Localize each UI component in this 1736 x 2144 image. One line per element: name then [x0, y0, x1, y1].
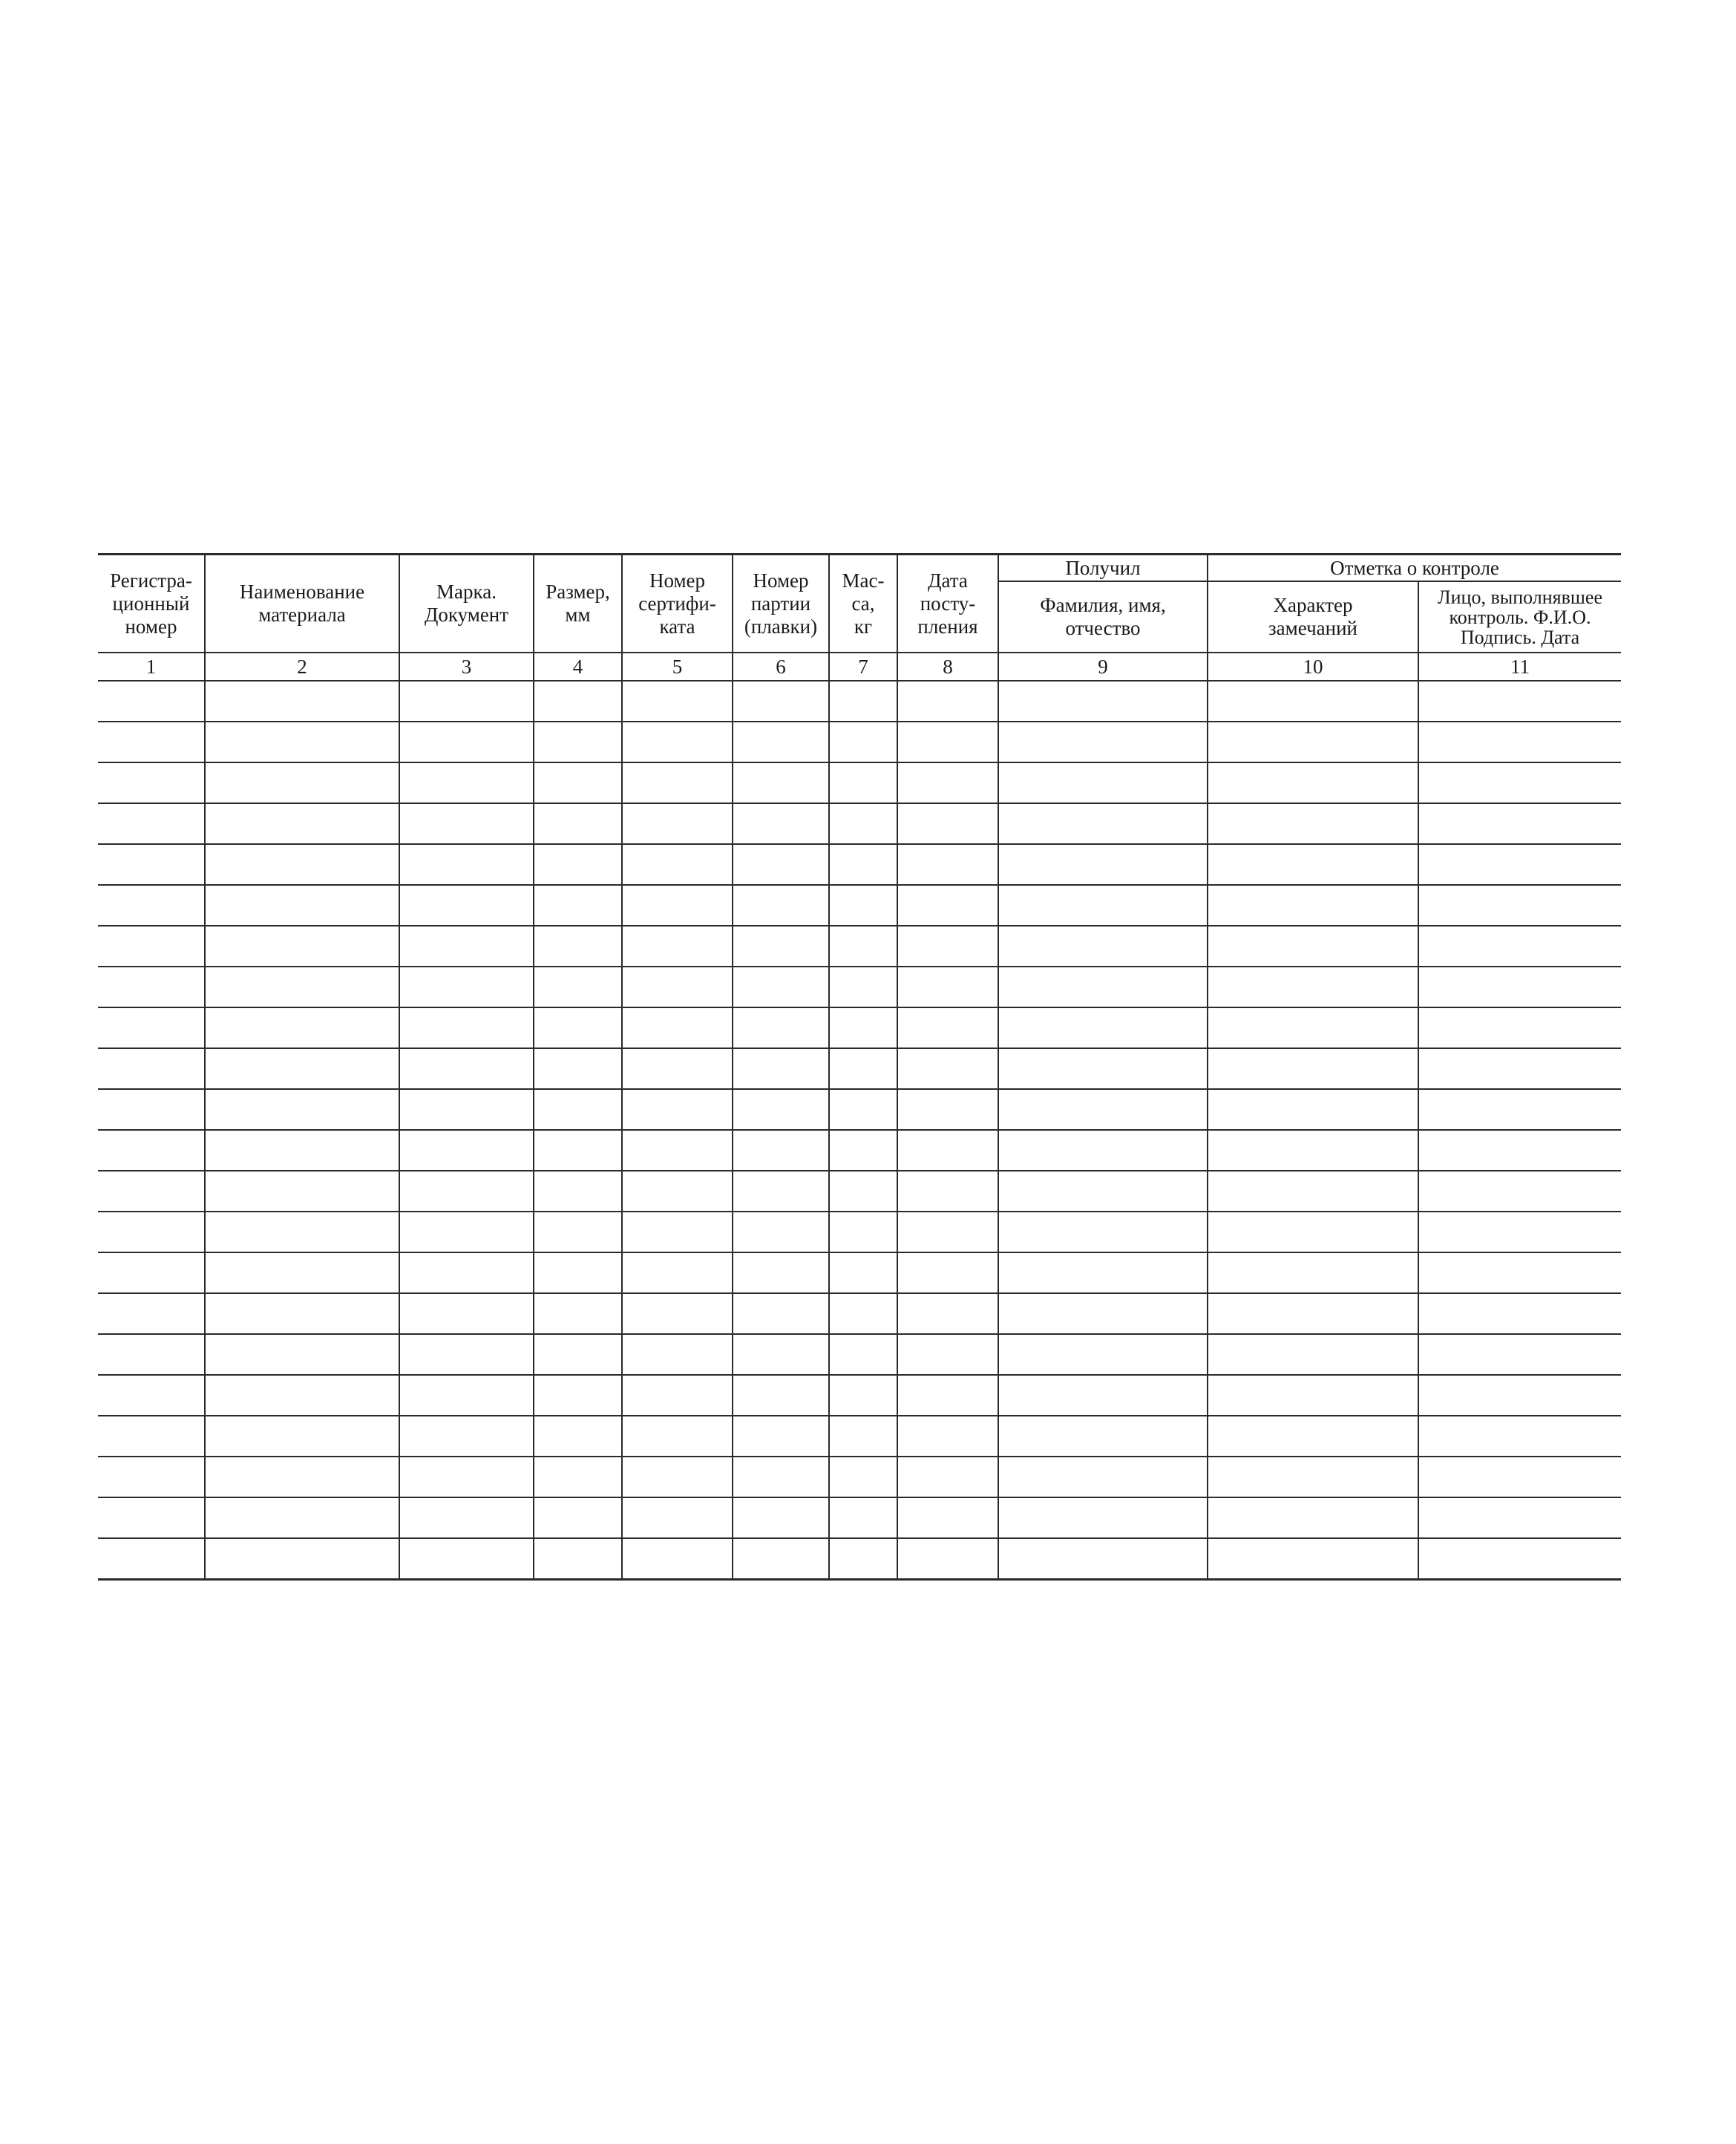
column-number: 11	[1418, 653, 1621, 681]
table-cell[interactable]	[1208, 1457, 1418, 1497]
table-cell[interactable]	[1418, 1416, 1621, 1457]
table-cell[interactable]	[1208, 1416, 1418, 1457]
table-cell[interactable]	[897, 885, 998, 926]
table-cell[interactable]	[897, 1293, 998, 1334]
table-cell[interactable]	[829, 1538, 897, 1580]
table-cell[interactable]	[897, 1497, 998, 1538]
table-row	[98, 722, 1621, 762]
table-cell[interactable]	[1208, 1171, 1418, 1212]
table-cell[interactable]	[205, 1293, 399, 1334]
table-row	[98, 1375, 1621, 1416]
table-cell[interactable]	[1418, 1007, 1621, 1048]
table-cell[interactable]	[622, 885, 733, 926]
col-header-full-name: Фамилия, имя, отчество	[998, 581, 1208, 653]
table-cell[interactable]	[733, 1212, 829, 1252]
table-cell[interactable]	[897, 762, 998, 803]
table-cell[interactable]	[733, 722, 829, 762]
table-cell[interactable]	[98, 1457, 205, 1497]
table-cell[interactable]	[622, 1457, 733, 1497]
table-cell[interactable]	[98, 1538, 205, 1580]
table-cell[interactable]	[622, 1007, 733, 1048]
table-cell[interactable]	[622, 1089, 733, 1130]
table-cell[interactable]	[897, 1457, 998, 1497]
table-cell[interactable]	[829, 926, 897, 967]
table-cell[interactable]	[399, 926, 534, 967]
table-cell[interactable]	[205, 1007, 399, 1048]
table-cell[interactable]	[1418, 762, 1621, 803]
table-cell[interactable]	[829, 1048, 897, 1089]
table-cell[interactable]	[205, 926, 399, 967]
table-cell[interactable]	[829, 1334, 897, 1375]
table-cell[interactable]	[897, 1416, 998, 1457]
table-cell[interactable]	[622, 722, 733, 762]
table-cell[interactable]	[534, 1375, 622, 1416]
table-cell[interactable]	[1208, 681, 1418, 722]
table-cell[interactable]	[399, 762, 534, 803]
table-cell[interactable]	[733, 1375, 829, 1416]
table-cell[interactable]	[622, 1293, 733, 1334]
table-row	[98, 1048, 1621, 1089]
table-cell[interactable]	[534, 762, 622, 803]
table-cell[interactable]	[1418, 1334, 1621, 1375]
table-cell[interactable]	[1208, 1538, 1418, 1580]
table-cell[interactable]	[622, 803, 733, 844]
table-row	[98, 967, 1621, 1007]
col-header-inspector: Лицо, выполнявшее контроль. Ф.И.О. Подпись. Дата	[1418, 581, 1621, 653]
table-cell[interactable]	[399, 1048, 534, 1089]
table-cell[interactable]	[534, 926, 622, 967]
table-cell[interactable]	[1418, 1130, 1621, 1171]
col-header-remarks: Характер замечаний	[1208, 581, 1418, 653]
table-cell[interactable]	[98, 1089, 205, 1130]
table-cell[interactable]	[1418, 926, 1621, 967]
table-row	[98, 1497, 1621, 1538]
col-header-grade-document: Марка. Документ	[399, 555, 534, 653]
table-cell[interactable]	[829, 722, 897, 762]
table-cell[interactable]	[534, 1252, 622, 1293]
table-cell[interactable]	[998, 1375, 1208, 1416]
table-cell[interactable]	[534, 1293, 622, 1334]
table-cell[interactable]	[998, 885, 1208, 926]
table-cell[interactable]	[733, 1497, 829, 1538]
table-cell[interactable]	[534, 1007, 622, 1048]
col-group-received: Получил	[998, 555, 1208, 582]
table-cell[interactable]	[98, 681, 205, 722]
table-cell[interactable]	[733, 844, 829, 885]
table-cell[interactable]	[534, 885, 622, 926]
table-cell[interactable]	[98, 844, 205, 885]
table-cell[interactable]	[205, 967, 399, 1007]
table-cell[interactable]	[205, 1457, 399, 1497]
table-cell[interactable]	[1208, 1212, 1418, 1252]
table-row	[98, 885, 1621, 926]
table-cell[interactable]	[733, 885, 829, 926]
table-cell[interactable]	[1208, 1293, 1418, 1334]
table-cell[interactable]	[998, 1130, 1208, 1171]
table-cell[interactable]	[1208, 1130, 1418, 1171]
table-cell[interactable]	[998, 1457, 1208, 1497]
table-cell[interactable]	[897, 1252, 998, 1293]
table-cell[interactable]	[399, 844, 534, 885]
table-cell[interactable]	[399, 1375, 534, 1416]
table-cell[interactable]	[1418, 885, 1621, 926]
column-number: 1	[98, 653, 205, 681]
table-cell[interactable]	[622, 1497, 733, 1538]
table-cell[interactable]	[897, 1048, 998, 1089]
table-cell[interactable]	[399, 1416, 534, 1457]
table-cell[interactable]	[534, 681, 622, 722]
table-cell[interactable]	[534, 1048, 622, 1089]
table-cell[interactable]	[998, 1089, 1208, 1130]
table-cell[interactable]	[897, 1212, 998, 1252]
table-cell[interactable]	[98, 967, 205, 1007]
table-cell[interactable]	[897, 1089, 998, 1130]
materials-register-table	[98, 553, 1621, 1581]
table-cell[interactable]	[1418, 681, 1621, 722]
table-cell[interactable]	[733, 1089, 829, 1130]
table-cell[interactable]	[829, 1375, 897, 1416]
col-header-mass: Мас- са, кг	[829, 555, 897, 653]
table-cell[interactable]	[897, 1171, 998, 1212]
table-cell[interactable]	[98, 803, 205, 844]
table-cell[interactable]	[897, 803, 998, 844]
table-cell[interactable]	[1418, 803, 1621, 844]
table-cell[interactable]	[205, 762, 399, 803]
col-header-batch-number: Номер партии (плавки)	[733, 555, 829, 653]
col-header-receipt-date: Дата посту- пления	[897, 555, 998, 653]
table-cell[interactable]	[733, 803, 829, 844]
table-cell[interactable]	[1208, 967, 1418, 1007]
table-cell[interactable]	[1208, 926, 1418, 967]
table-cell[interactable]	[998, 1497, 1208, 1538]
table-row	[98, 1089, 1621, 1130]
table-cell[interactable]	[1418, 1293, 1621, 1334]
table-cell[interactable]	[1208, 1334, 1418, 1375]
table-cell[interactable]	[733, 967, 829, 1007]
table-cell[interactable]	[98, 1171, 205, 1212]
table-cell[interactable]	[1418, 1171, 1621, 1212]
table-cell[interactable]	[1208, 762, 1418, 803]
col-header-registration-number: Регистра- ционный номер	[98, 555, 205, 653]
column-number: 5	[622, 653, 733, 681]
table-cell[interactable]	[998, 844, 1208, 885]
table-cell[interactable]	[1418, 1212, 1621, 1252]
table-cell[interactable]	[534, 1416, 622, 1457]
table-cell[interactable]	[1418, 1048, 1621, 1089]
table-cell[interactable]	[622, 926, 733, 967]
table-cell[interactable]	[897, 1375, 998, 1416]
table-cell[interactable]	[534, 1538, 622, 1580]
table-cell[interactable]	[534, 844, 622, 885]
table-cell[interactable]	[399, 1212, 534, 1252]
table-cell[interactable]	[1208, 1375, 1418, 1416]
table-cell[interactable]	[399, 722, 534, 762]
column-number: 3	[399, 653, 534, 681]
table-cell[interactable]	[399, 1089, 534, 1130]
table-cell[interactable]	[98, 1497, 205, 1538]
table-cell[interactable]	[98, 885, 205, 926]
table-cell[interactable]	[897, 1007, 998, 1048]
table-cell[interactable]	[399, 1457, 534, 1497]
table-cell[interactable]	[205, 681, 399, 722]
table-cell[interactable]	[1418, 722, 1621, 762]
table-cell[interactable]	[829, 1212, 897, 1252]
table-cell[interactable]	[733, 926, 829, 967]
table-cell[interactable]	[1208, 1252, 1418, 1293]
table-cell[interactable]	[534, 1089, 622, 1130]
table-cell[interactable]	[98, 1007, 205, 1048]
table-cell[interactable]	[998, 1416, 1208, 1457]
table-cell[interactable]	[1418, 1538, 1621, 1580]
table-cell[interactable]	[1208, 1497, 1418, 1538]
table-row	[98, 1212, 1621, 1252]
table-cell[interactable]	[622, 1171, 733, 1212]
table-cell[interactable]	[998, 722, 1208, 762]
table-cell[interactable]	[534, 1457, 622, 1497]
table-cell[interactable]	[622, 1212, 733, 1252]
table-cell[interactable]	[399, 967, 534, 1007]
table-cell[interactable]	[399, 1538, 534, 1580]
table-cell[interactable]	[897, 1130, 998, 1171]
table-cell[interactable]	[399, 1334, 534, 1375]
table-cell[interactable]	[998, 1334, 1208, 1375]
table-cell[interactable]	[897, 967, 998, 1007]
table-row	[98, 1252, 1621, 1293]
column-number: 8	[897, 653, 998, 681]
table-cell[interactable]	[998, 1212, 1208, 1252]
column-number: 6	[733, 653, 829, 681]
table-cell[interactable]	[829, 1007, 897, 1048]
table-cell[interactable]	[1418, 1252, 1621, 1293]
table-cell[interactable]	[205, 1252, 399, 1293]
table-cell[interactable]	[733, 1007, 829, 1048]
table-cell[interactable]	[622, 1538, 733, 1580]
table-row	[98, 1007, 1621, 1048]
table-row	[98, 1457, 1621, 1497]
table-cell[interactable]	[399, 1171, 534, 1212]
table-cell[interactable]	[829, 1457, 897, 1497]
table-cell[interactable]	[399, 1293, 534, 1334]
table-cell[interactable]	[829, 762, 897, 803]
table-cell[interactable]	[98, 1375, 205, 1416]
table-cell[interactable]	[733, 762, 829, 803]
table-cell[interactable]	[998, 681, 1208, 722]
table-cell[interactable]	[622, 1048, 733, 1089]
table-cell[interactable]	[733, 1130, 829, 1171]
table-cell[interactable]	[534, 967, 622, 1007]
table-cell[interactable]	[1418, 1497, 1621, 1538]
table-cell[interactable]	[399, 803, 534, 844]
col-group-control-mark: Отметка о контроле	[1208, 555, 1621, 582]
table-cell[interactable]	[1208, 803, 1418, 844]
table-cell[interactable]	[534, 1130, 622, 1171]
table-cell[interactable]	[829, 1171, 897, 1212]
table-cell[interactable]	[998, 803, 1208, 844]
table-cell[interactable]	[205, 1212, 399, 1252]
table-cell[interactable]	[897, 844, 998, 885]
table-cell[interactable]	[1418, 967, 1621, 1007]
table-cell[interactable]	[98, 722, 205, 762]
table-cell[interactable]	[897, 926, 998, 967]
table-cell[interactable]	[1418, 1375, 1621, 1416]
table-cell[interactable]	[622, 1375, 733, 1416]
table-cell[interactable]	[399, 681, 534, 722]
table-cell[interactable]	[622, 681, 733, 722]
table-row	[98, 803, 1621, 844]
col-header-certificate-number: Номер сертифи- ката	[622, 555, 733, 653]
table-cell[interactable]	[98, 1252, 205, 1293]
table-cell[interactable]	[98, 1293, 205, 1334]
table-cell[interactable]	[829, 1497, 897, 1538]
column-number: 9	[998, 653, 1208, 681]
table-cell[interactable]	[399, 1007, 534, 1048]
table-cell[interactable]	[733, 1252, 829, 1293]
table-cell[interactable]	[534, 803, 622, 844]
table-cell[interactable]	[622, 1252, 733, 1293]
table-cell[interactable]	[733, 1334, 829, 1375]
table-cell[interactable]	[205, 1538, 399, 1580]
table-cell[interactable]	[897, 1538, 998, 1580]
table-cell[interactable]	[534, 1171, 622, 1212]
table-cell[interactable]	[98, 1212, 205, 1252]
table-cell[interactable]	[205, 885, 399, 926]
table-cell[interactable]	[622, 762, 733, 803]
table-cell[interactable]	[998, 1538, 1208, 1580]
table-cell[interactable]	[1418, 1089, 1621, 1130]
col-header-size: Размер, мм	[534, 555, 622, 653]
table-cell[interactable]	[1208, 1007, 1418, 1048]
table-cell[interactable]	[534, 1212, 622, 1252]
column-numbers-row	[98, 653, 1621, 681]
table-row	[98, 1130, 1621, 1171]
table-cell[interactable]	[1208, 722, 1418, 762]
table-cell[interactable]	[829, 803, 897, 844]
table-cell[interactable]	[998, 1171, 1208, 1212]
table-cell[interactable]	[829, 681, 897, 722]
table-cell[interactable]	[205, 1089, 399, 1130]
table-cell[interactable]	[205, 722, 399, 762]
table-cell[interactable]	[733, 1416, 829, 1457]
table-cell[interactable]	[829, 844, 897, 885]
table-cell[interactable]	[399, 885, 534, 926]
table-row	[98, 1293, 1621, 1334]
table-cell[interactable]	[998, 1293, 1208, 1334]
table-row	[98, 1538, 1621, 1580]
table-row	[98, 681, 1621, 722]
table-cell[interactable]	[534, 1497, 622, 1538]
table-cell[interactable]	[622, 1130, 733, 1171]
table-cell[interactable]	[829, 1089, 897, 1130]
table-cell[interactable]	[98, 926, 205, 967]
table-cell[interactable]	[1208, 885, 1418, 926]
table-cell[interactable]	[98, 1416, 205, 1457]
table-cell[interactable]	[829, 1416, 897, 1457]
table-row	[98, 762, 1621, 803]
table-cell[interactable]	[205, 1334, 399, 1375]
table-cell[interactable]	[733, 1293, 829, 1334]
table-body	[98, 681, 1621, 1580]
table-cell[interactable]	[733, 1048, 829, 1089]
table-cell[interactable]	[829, 1252, 897, 1293]
table-cell[interactable]	[1208, 844, 1418, 885]
table-cell[interactable]	[733, 681, 829, 722]
table-row	[98, 926, 1621, 967]
table-row	[98, 1416, 1621, 1457]
table-cell[interactable]	[98, 1130, 205, 1171]
table-cell[interactable]	[733, 1171, 829, 1212]
table-row	[98, 1334, 1621, 1375]
table-cell[interactable]	[534, 1334, 622, 1375]
table-cell[interactable]	[1208, 1048, 1418, 1089]
table-cell[interactable]	[399, 1497, 534, 1538]
table-cell[interactable]	[205, 803, 399, 844]
table-cell[interactable]	[998, 967, 1208, 1007]
table-cell[interactable]	[998, 1007, 1208, 1048]
table-cell[interactable]	[829, 1293, 897, 1334]
table-cell[interactable]	[998, 926, 1208, 967]
table-cell[interactable]	[205, 844, 399, 885]
table-row	[98, 1171, 1621, 1212]
table-cell[interactable]	[205, 1171, 399, 1212]
table-cell[interactable]	[829, 1130, 897, 1171]
table-row	[98, 844, 1621, 885]
table-cell[interactable]	[205, 1130, 399, 1171]
table-cell[interactable]	[1418, 844, 1621, 885]
table-cell[interactable]	[205, 1416, 399, 1457]
table-cell[interactable]	[998, 762, 1208, 803]
column-number: 4	[534, 653, 622, 681]
table-cell[interactable]	[622, 1334, 733, 1375]
column-number: 2	[205, 653, 399, 681]
table-cell[interactable]	[998, 1048, 1208, 1089]
table-cell[interactable]	[205, 1497, 399, 1538]
table-cell[interactable]	[1208, 1089, 1418, 1130]
table-cell[interactable]	[829, 885, 897, 926]
table-cell[interactable]	[733, 1538, 829, 1580]
table-cell[interactable]	[998, 1252, 1208, 1293]
table-cell[interactable]	[205, 1048, 399, 1089]
table-cell[interactable]	[98, 1048, 205, 1089]
table-cell[interactable]	[897, 1334, 998, 1375]
col-header-material-name: Наименование материала	[205, 555, 399, 653]
table-cell[interactable]	[622, 844, 733, 885]
table-cell[interactable]	[205, 1375, 399, 1416]
table-cell[interactable]	[897, 681, 998, 722]
table-cell[interactable]	[399, 1252, 534, 1293]
column-number: 7	[829, 653, 897, 681]
table-cell[interactable]	[399, 1130, 534, 1171]
table-cell[interactable]	[829, 967, 897, 1007]
table-cell[interactable]	[733, 1457, 829, 1497]
table-cell[interactable]	[897, 722, 998, 762]
table-cell[interactable]	[1418, 1457, 1621, 1497]
table-cell[interactable]	[622, 1416, 733, 1457]
table-cell[interactable]	[534, 722, 622, 762]
table-cell[interactable]	[98, 1334, 205, 1375]
table-cell[interactable]	[98, 762, 205, 803]
column-number: 10	[1208, 653, 1418, 681]
table-cell[interactable]	[622, 967, 733, 1007]
